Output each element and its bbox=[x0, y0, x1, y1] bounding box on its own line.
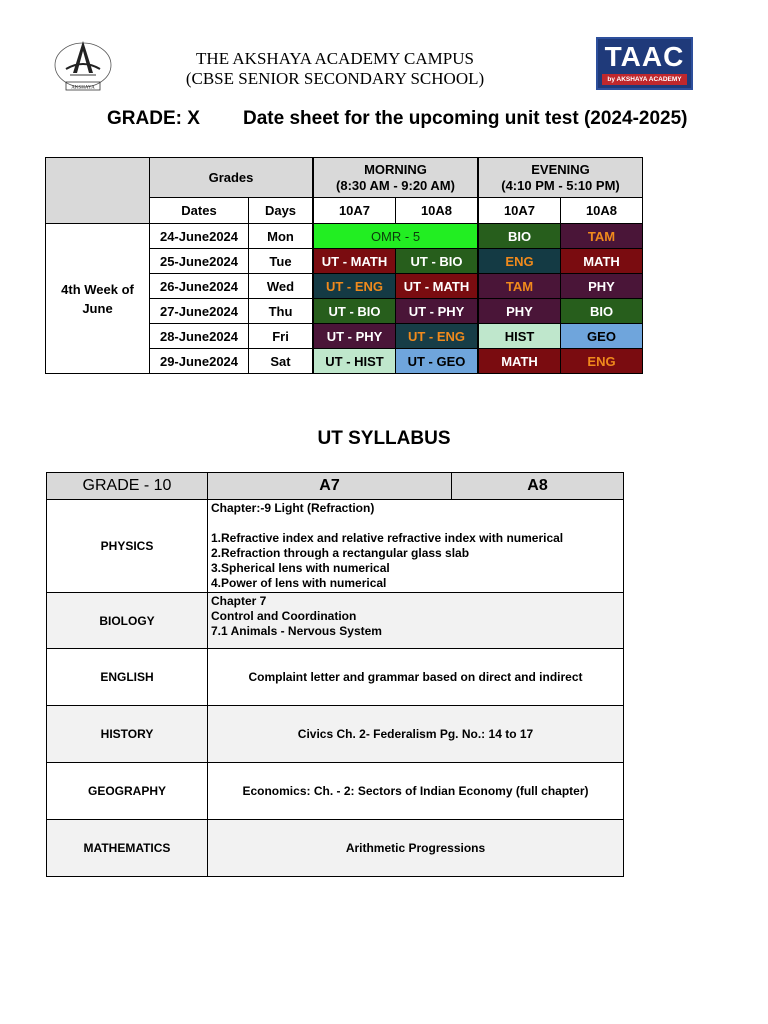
day-cell: Mon bbox=[249, 224, 314, 249]
week-label-text: 4th Week of June bbox=[61, 281, 134, 316]
date-cell: 24-June2024 bbox=[150, 224, 249, 249]
exam-cell: PHY bbox=[478, 299, 561, 324]
exam-cell: HIST bbox=[478, 324, 561, 349]
exam-cell: UT - PHY bbox=[396, 299, 479, 324]
spacer bbox=[211, 516, 620, 531]
taac-logo-text: TAAC bbox=[604, 41, 685, 72]
exam-cell: UT - ENG bbox=[396, 324, 479, 349]
day-cell: Sat bbox=[249, 349, 314, 374]
syllabus-row-mathematics bbox=[47, 820, 624, 877]
exam-cell: PHY bbox=[561, 274, 643, 299]
syllabus-row-english bbox=[47, 649, 624, 706]
physics-point: 1.Refractive index and relative refractive index with numerical bbox=[211, 531, 564, 545]
day-cell: Fri bbox=[249, 324, 314, 349]
exam-cell: ENG bbox=[478, 249, 561, 274]
syllabus-title: UT SYLLABUS bbox=[317, 428, 451, 449]
exam-cell: TAM bbox=[561, 224, 643, 249]
exam-cell: UT - BIO bbox=[396, 249, 479, 274]
biology-line: Control and Coordination bbox=[211, 609, 357, 623]
exam-cell: UT - HIST bbox=[313, 349, 396, 374]
section-header-morning-10a8: 10A8 bbox=[396, 198, 479, 224]
dates-header: Dates bbox=[150, 198, 249, 224]
a7-header: A7 bbox=[208, 473, 452, 500]
exam-cell: GEO bbox=[561, 324, 643, 349]
exam-cell: TAM bbox=[478, 274, 561, 299]
exam-cell: UT - GEO bbox=[396, 349, 479, 374]
day-cell: Thu bbox=[249, 299, 314, 324]
exam-cell: UT - BIO bbox=[313, 299, 396, 324]
evening-header bbox=[478, 158, 643, 198]
exam-cell: MATH bbox=[561, 249, 643, 274]
svg-text:AKSHAYA: AKSHAYA bbox=[71, 85, 95, 91]
grades-header: Grades bbox=[150, 158, 314, 198]
day-cell: Wed bbox=[249, 274, 314, 299]
a8-header: A8 bbox=[452, 473, 624, 500]
morning-header bbox=[313, 158, 478, 198]
blank-header-cell bbox=[46, 158, 150, 224]
syllabus-table bbox=[46, 472, 624, 877]
morning-time: (8:30 AM - 9:20 AM) bbox=[336, 177, 455, 193]
exam-cell: UT - MATH bbox=[396, 274, 479, 299]
subject-geography: GEOGRAPHY bbox=[47, 763, 208, 820]
date-cell: 29-June2024 bbox=[150, 349, 249, 374]
school-name bbox=[150, 49, 520, 89]
date-cell: 27-June2024 bbox=[150, 299, 249, 324]
date-cell: 26-June2024 bbox=[150, 274, 249, 299]
english-syllabus: Complaint letter and grammar based on direct and indirect bbox=[208, 649, 624, 706]
evening-label: EVENING bbox=[531, 161, 590, 177]
evening-time: (4:10 PM - 5:10 PM) bbox=[501, 177, 620, 193]
exam-cell: UT - PHY bbox=[313, 324, 396, 349]
biology-line: Chapter 7 bbox=[211, 594, 267, 608]
exam-cell: BIO bbox=[478, 224, 561, 249]
exam-cell: MATH bbox=[478, 349, 561, 374]
subject-biology: BIOLOGY bbox=[47, 593, 208, 649]
syllabus-row-physics bbox=[47, 500, 624, 593]
exam-cell: BIO bbox=[561, 299, 643, 324]
geography-syllabus: Economics: Ch. - 2: Sectors of Indian Economy (full chapter) bbox=[208, 763, 624, 820]
school-name-line2: (CBSE SENIOR SECONDARY SCHOOL) bbox=[185, 69, 485, 88]
physics-point: 4.Power of lens with numerical bbox=[211, 576, 387, 590]
subject-history: HISTORY bbox=[47, 706, 208, 763]
school-emblem-logo bbox=[52, 35, 114, 93]
subject-english: ENGLISH bbox=[47, 649, 208, 706]
days-header: Days bbox=[249, 198, 314, 224]
taac-logo bbox=[596, 37, 693, 90]
exam-cell: UT - ENG bbox=[313, 274, 396, 299]
morning-label: MORNING bbox=[364, 161, 427, 177]
subject-physics: PHYSICS bbox=[47, 500, 208, 593]
physics-point: 2.Refraction through a rectangular glass slab bbox=[211, 546, 470, 560]
table-row bbox=[46, 224, 643, 249]
biology-syllabus bbox=[208, 593, 624, 649]
grade-header: GRADE - 10 bbox=[47, 473, 208, 500]
syllabus-row-biology bbox=[47, 593, 624, 649]
grade-label: GRADE: X bbox=[107, 108, 200, 129]
section-header-evening-10a8: 10A8 bbox=[561, 198, 643, 224]
section-header-morning-10a7: 10A7 bbox=[313, 198, 396, 224]
day-cell: Tue bbox=[249, 249, 314, 274]
history-syllabus: Civics Ch. 2- Federalism Pg. No.: 14 to 17 bbox=[208, 706, 624, 763]
biology-line: 7.1 Animals - Nervous System bbox=[211, 624, 382, 638]
syllabus-row-history bbox=[47, 706, 624, 763]
date-cell: 28-June2024 bbox=[150, 324, 249, 349]
syllabus-row-geography bbox=[47, 763, 624, 820]
school-name-line1: THE AKSHAYA ACADEMY CAMPUS bbox=[196, 49, 474, 68]
taac-logo-subtitle: by AKSHAYA ACADEMY bbox=[602, 74, 687, 85]
exam-cell: UT - MATH bbox=[313, 249, 396, 274]
week-label bbox=[46, 224, 150, 374]
physics-chapter: Chapter:-9 Light (Refraction) bbox=[211, 501, 375, 515]
date-cell: 25-June2024 bbox=[150, 249, 249, 274]
section-header-evening-10a7: 10A7 bbox=[478, 198, 561, 224]
exam-cell-merged: OMR - 5 bbox=[313, 224, 478, 249]
physics-point: 3.Spherical lens with numerical bbox=[211, 561, 390, 575]
syllabus-header-row bbox=[47, 473, 624, 500]
mathematics-syllabus: Arithmetic Progressions bbox=[208, 820, 624, 877]
date-sheet-table bbox=[45, 157, 643, 374]
date-sheet-title: Date sheet for the upcoming unit test (2024-2025) bbox=[243, 108, 688, 129]
physics-syllabus bbox=[208, 500, 624, 593]
subject-mathematics: MATHEMATICS bbox=[47, 820, 208, 877]
exam-cell: ENG bbox=[561, 349, 643, 374]
